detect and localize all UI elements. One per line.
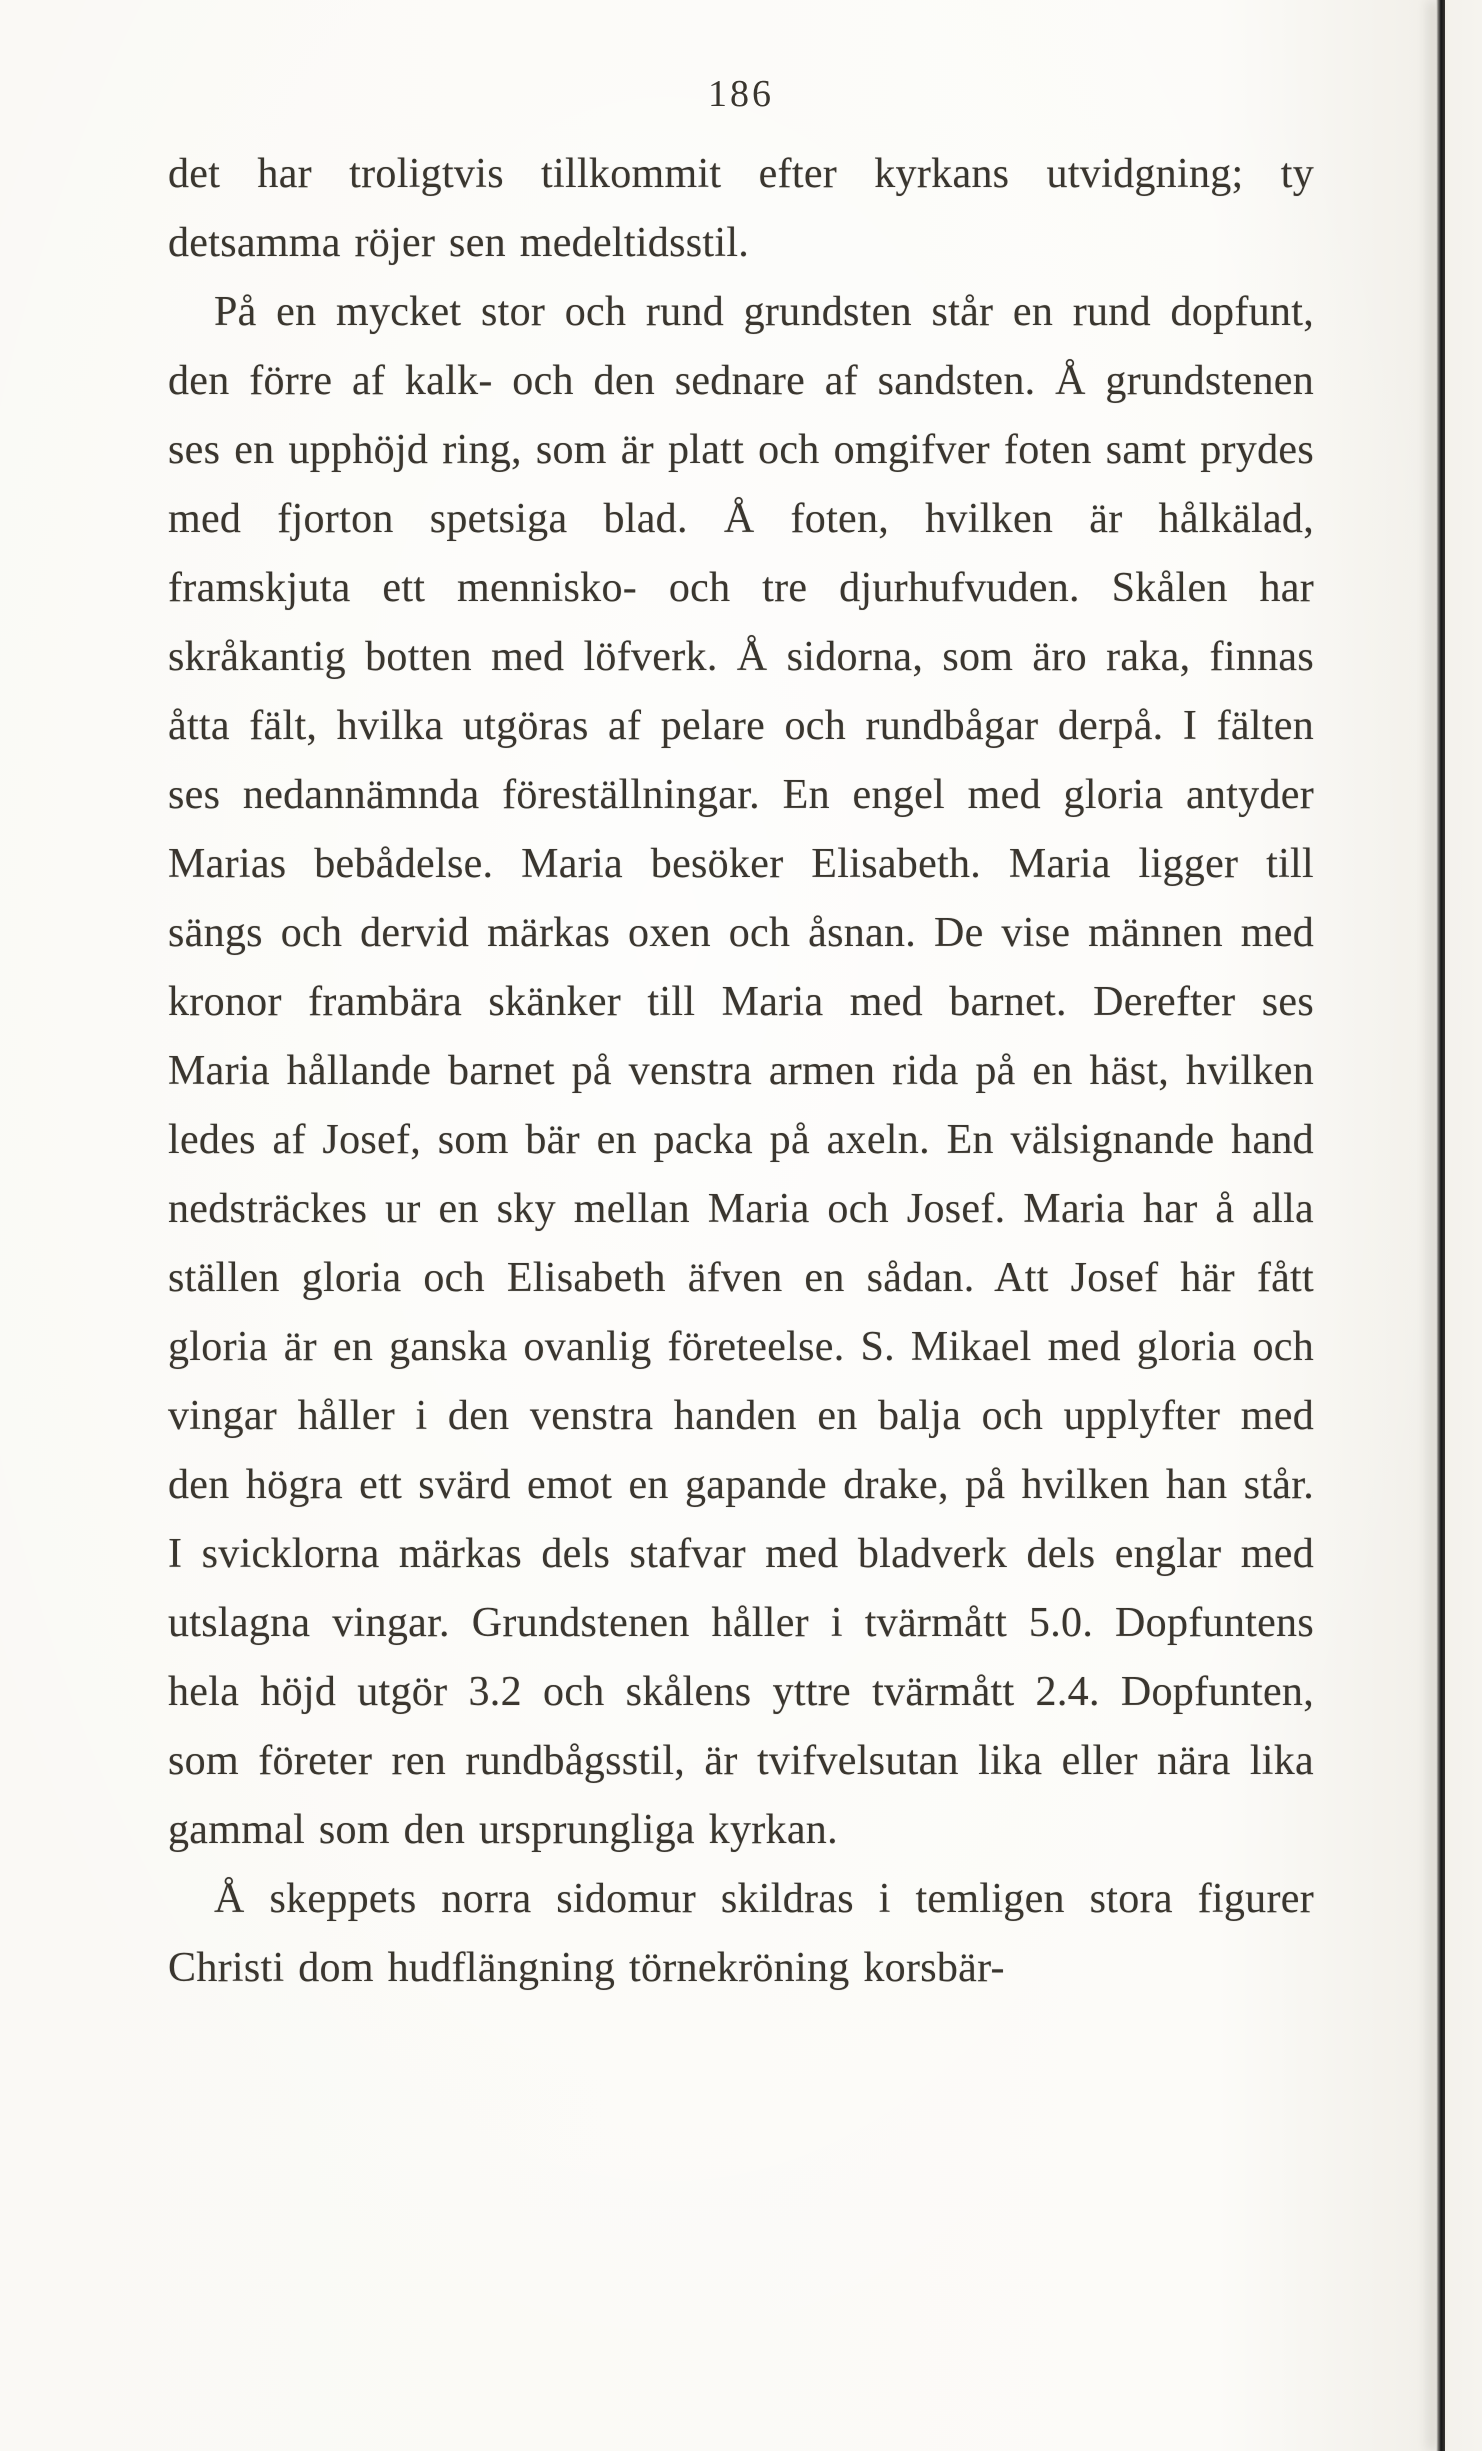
paragraph-continuation: det har troligtvis tillkommit efter kyrkans utvidgning; ty detsamma röjer sen medeltidsstil. (168, 151, 1314, 266)
text-column (168, 72, 1314, 2003)
paragraph-font-description: På en mycket stor och rund grundsten står en rund dopfunt, den förre af kalk- och den sednare af sandsten. Å grundstenen ses en upphöjd ring, som är platt och omgifver foten samt prydes med fjorton spetsiga blad. Å foten, hvilken är hålkälad, framskjuta ett mennisko- och tre djurhufvuden. Skålen har skråkantig botten med löfverk. Å sidorna, som äro raka, finnas åtta fält, hvilka utgöras af pelare och rundbågar derpå. I fälten ses nedannämnda föreställningar. En engel med gloria antyder Marias bebådelse. Maria besöker Elisabeth. Maria ligger till sängs och dervid märkas oxen och åsnan. De vise männen med kronor frambära skänker till Maria med barnet. Derefter ses Maria hållande barnet på venstra armen rida på en häst, hvilken ledes af Josef, som bär en packa på axeln. En välsignande hand nedsträckes ur en sky mellan Maria och Josef. Maria har å alla ställen gloria och Elisabeth äfven en sådan. Att Josef här fått gloria är en ganska ovanlig företeelse. S. Mikael med gloria och vingar håller i den venstra handen en balja och upplyfter med den högra ett svärd emot en gapande drake, på hvilken han står. I svicklorna märkas dels stafvar med bladverk dels englar med utslagna vingar. Grundstenen håller i tvärmått 5.0. Dopfuntens hela höjd utgör 3.2 och skålens yttre tvärmått 2.4. Dopfunten, som företer ren rundbågsstil, är tvifvelsutan lika eller nära lika gammal som den ursprungliga kyrkan. (168, 289, 1314, 1853)
page-edge-shadow (1436, 0, 1445, 2451)
paragraph-nave-wall: Å skeppets norra sidomur skildras i temligen stora figurer Christi dom hudflängning törnekröning korsbär- (168, 1876, 1314, 1991)
page-number: 186 (708, 73, 774, 115)
